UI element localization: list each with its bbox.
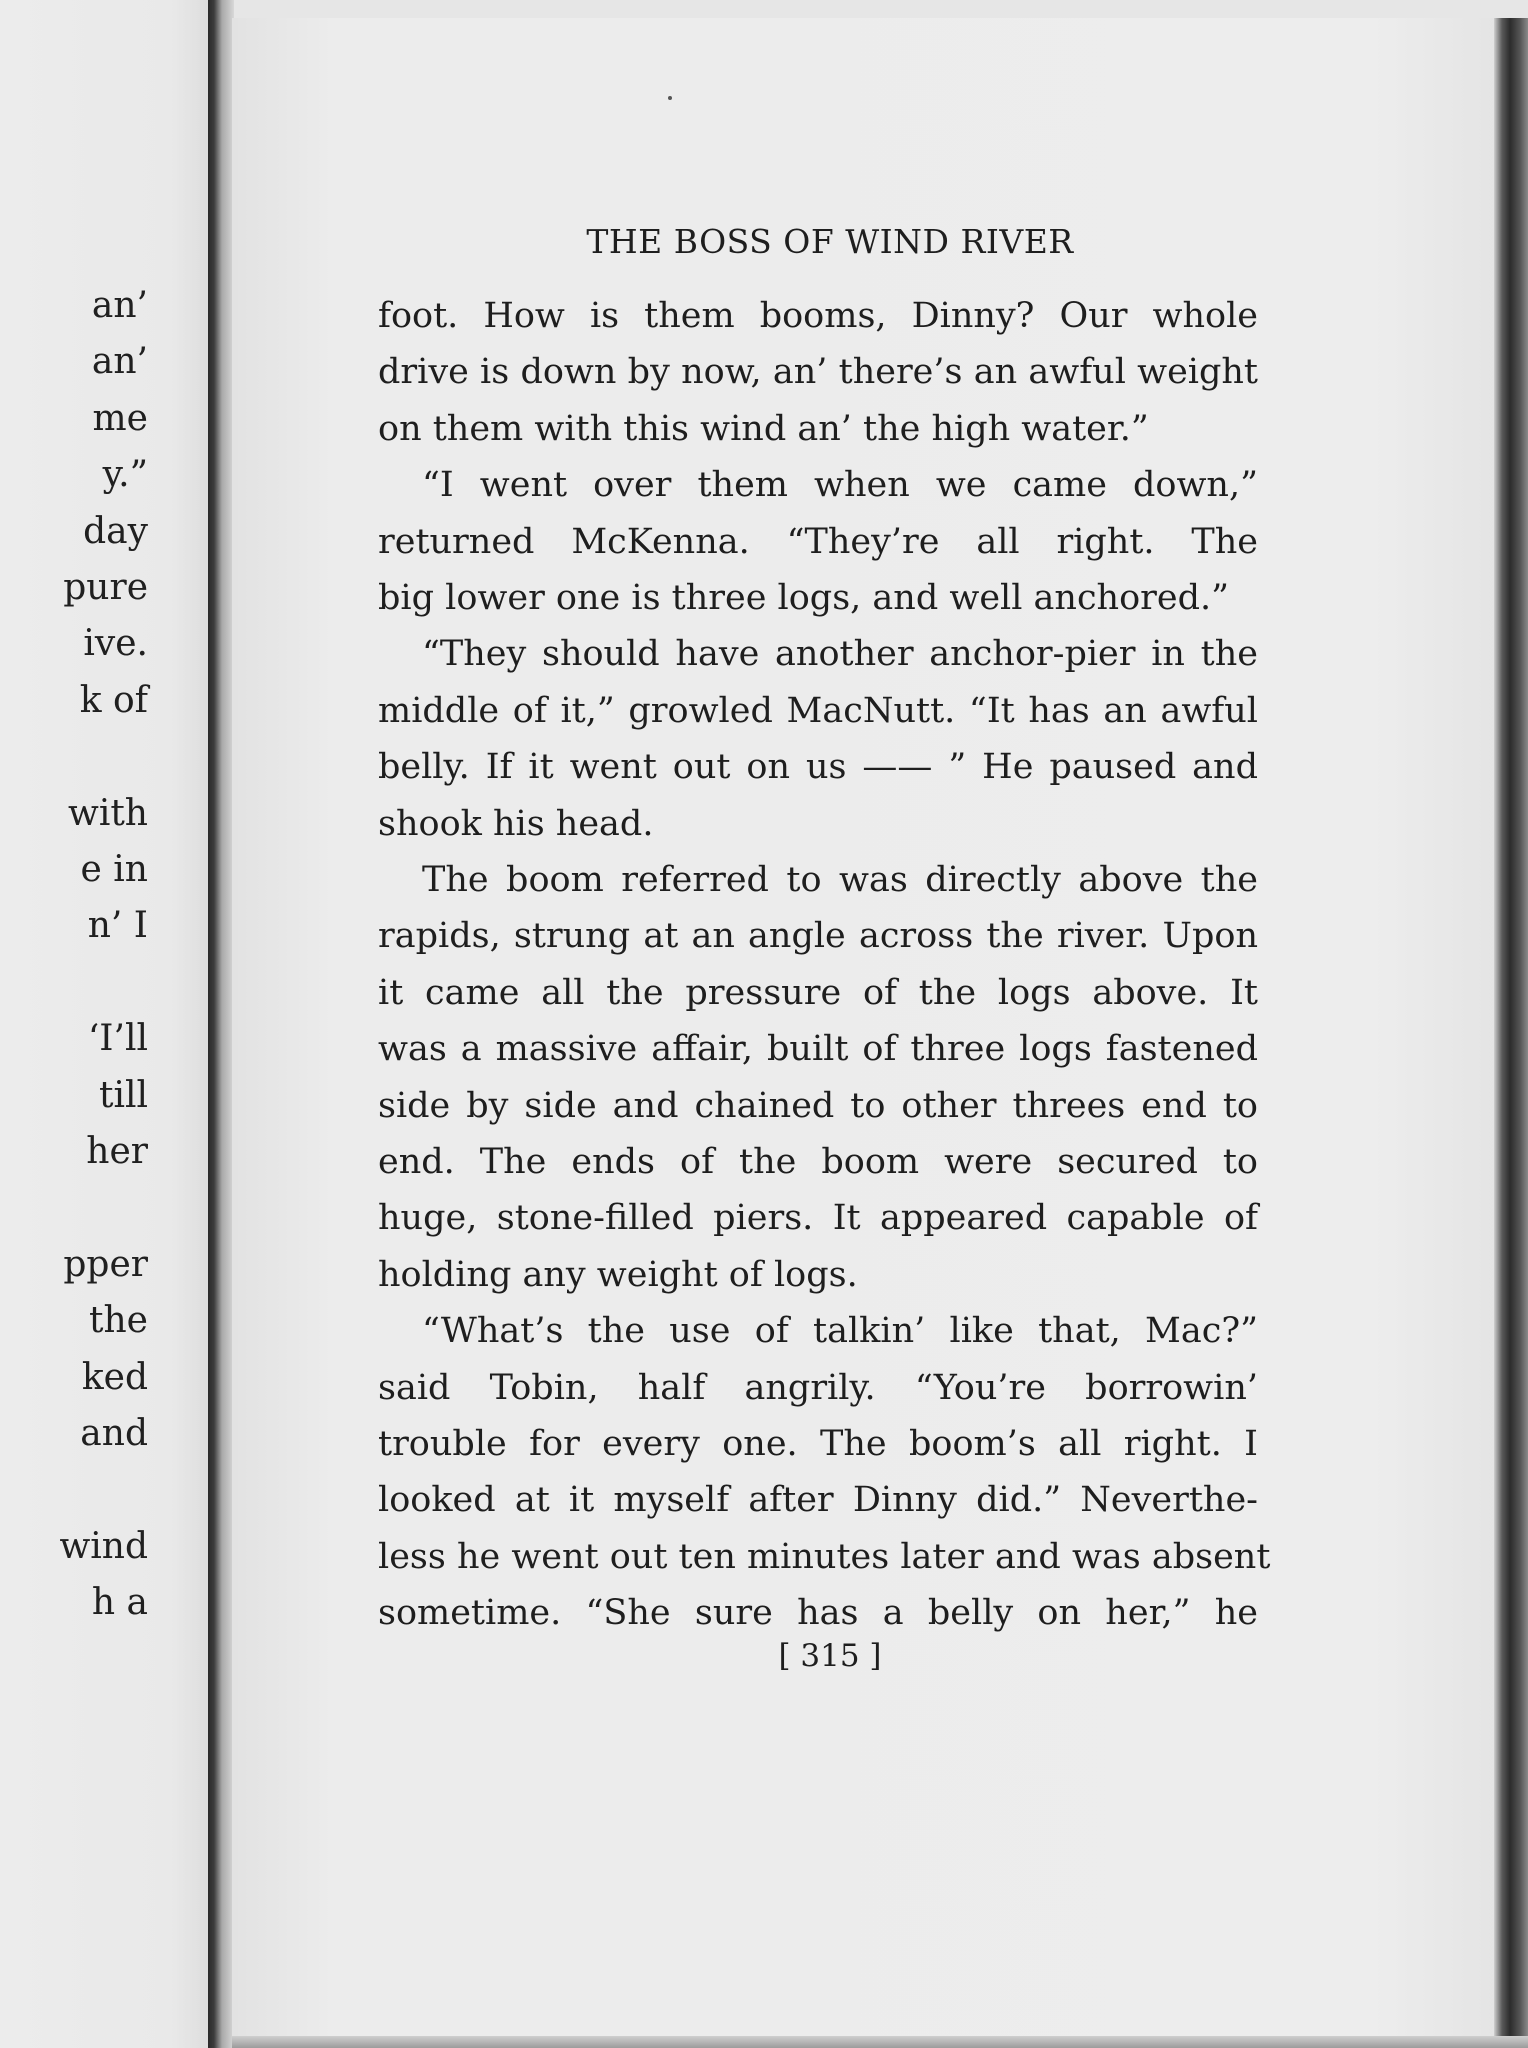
text-line: “What’s the use of talkin’ like that, Mac?” xyxy=(422,1311,1258,1352)
page-edge-bottom xyxy=(232,2036,1528,2048)
left-page-line-text: with xyxy=(68,792,148,834)
text-line: sometime. “She sure has a belly on her,” he xyxy=(378,1593,1258,1634)
text-line: drive is down by now, an’ there’s an awful weight xyxy=(378,352,1258,393)
text-line: middle of it,” growled MacNutt. “It has an awful xyxy=(378,690,1258,731)
text-line: The boom referred to was directly above the xyxy=(422,860,1258,900)
left-page-line-text: wind xyxy=(59,1525,148,1567)
left-page-line-text: ive. xyxy=(83,623,148,665)
text-line: looked at it myself after Dinny did.” Neverthe- xyxy=(378,1480,1258,1521)
left-page-line-text: till xyxy=(98,1074,148,1116)
left-page-line-text: me xyxy=(92,397,148,439)
left-page-line-text: e in xyxy=(80,849,148,890)
text-line: big lower one is three logs, and well anchored.” xyxy=(378,578,1230,618)
paper-speck xyxy=(668,96,672,100)
left-page-line-text: ‘I’ll xyxy=(87,1018,148,1060)
left-page-line-text: and xyxy=(80,1413,148,1454)
page-edge-right xyxy=(1494,18,1528,2048)
left-page-line-text: her xyxy=(86,1131,148,1172)
left-page-line-text: y.” xyxy=(102,454,148,496)
left-page-line-text: day xyxy=(83,510,148,552)
text-line: trouble for every one. The boom’s all right. I xyxy=(378,1424,1258,1464)
left-page-line-text: an’ xyxy=(91,285,148,326)
text-line: foot. How is them booms, Dinny? Our whole xyxy=(378,296,1258,336)
text-line: huge, stone-filled piers. It appeared capable of xyxy=(378,1198,1258,1239)
left-page-line-text: pure xyxy=(63,567,148,608)
text-line: less he went out ten minutes later and was absent xyxy=(378,1536,1271,1577)
text-line: was a massive affair, built of three logs fastened xyxy=(378,1029,1258,1070)
left-page-line-text: the xyxy=(89,1300,148,1342)
page-number: [ 315 ] xyxy=(778,1638,882,1674)
text-line: end. The ends of the boom were secured to xyxy=(378,1142,1258,1182)
text-line: “They should have another anchor-pier in the xyxy=(422,634,1258,675)
left-page-fragment xyxy=(0,0,214,2048)
left-page-line-text: h a xyxy=(91,1582,148,1624)
text-line: holding any weight of logs. xyxy=(378,1254,858,1295)
text-line: returned McKenna. “They’re all right. The xyxy=(378,521,1258,562)
left-page-line-text: an’ xyxy=(91,341,148,383)
left-page-line-text: n’ I xyxy=(87,905,148,947)
running-head: THE BOSS OF WIND RIVER xyxy=(586,222,1074,261)
text-line: rapids, strung at an angle across the river. Upon xyxy=(378,916,1258,957)
left-page-line-text: pper xyxy=(63,1243,148,1285)
text-line: shook his head. xyxy=(378,803,654,844)
text-line: side by side and chained to other threes end to xyxy=(378,1085,1258,1126)
text-line: belly. If it went out on us —— ” He paused and xyxy=(378,747,1258,788)
text-line: it came all the pressure of the logs above. It xyxy=(378,972,1258,1013)
text-line: on them with this wind an’ the high water.” xyxy=(378,408,1149,449)
left-page-line-text: k of xyxy=(79,679,148,721)
book-gutter xyxy=(208,0,234,2048)
text-line: “I went over them when we came down,” xyxy=(422,465,1258,506)
left-page-line-text: ked xyxy=(81,1356,148,1398)
text-line: said Tobin, half angrily. “You’re borrowin’ xyxy=(378,1367,1258,1408)
